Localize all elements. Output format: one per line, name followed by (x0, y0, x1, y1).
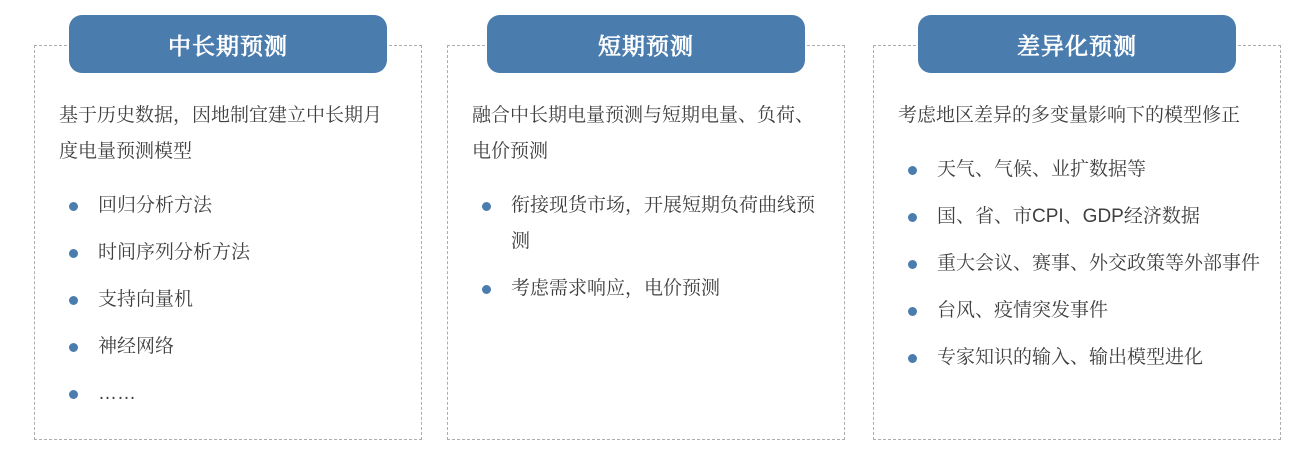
bullet-text: 支持向量机 (98, 289, 194, 310)
bullet-text: 考虑需求响应，电价预测 (511, 278, 721, 299)
bullet-dot-icon (69, 343, 78, 352)
bullet-item (472, 188, 826, 260)
bullet-text: 专家知识的输入、输出模型进化 (937, 347, 1204, 368)
bullet-list (448, 188, 844, 307)
bullet-item (59, 282, 403, 318)
bullet-item (472, 271, 826, 307)
bullet-dot-icon (482, 285, 491, 294)
card-title-badge-mid-long-term (69, 15, 387, 73)
card-intro: 融合中长期电量预测与短期电量、负荷、电价预测 (472, 105, 815, 162)
bullet-item (898, 293, 1262, 329)
card-intro: 基于历史数据，因地制宜建立中长期月度电量预测模型 (59, 105, 383, 162)
bullet-dot-icon (69, 390, 78, 399)
bullet-dot-icon (69, 249, 78, 258)
card-title: 中长期预测 (168, 32, 288, 59)
bullet-dot-icon (69, 202, 78, 211)
card-title: 短期预测 (598, 32, 694, 59)
card-short-term-forecast (447, 32, 845, 440)
card-differentiated-forecast (873, 32, 1281, 440)
bullet-item (59, 376, 403, 412)
card-title-badge-short-term (487, 15, 805, 73)
bullet-text: 重大会议、赛事、外交政策等外部事件 (937, 253, 1261, 274)
bullet-dot-icon (908, 260, 917, 269)
bullet-text: 衔接现货市场，开展短期负荷曲线预测 (511, 195, 816, 252)
bullet-item (59, 235, 403, 271)
bullet-dot-icon (908, 307, 917, 316)
bullet-dot-icon (908, 354, 917, 363)
bullet-text: …… (98, 383, 136, 404)
bullet-item (898, 340, 1262, 376)
bullet-item (898, 199, 1262, 235)
bullet-dot-icon (482, 202, 491, 211)
card-mid-long-term-forecast (34, 32, 422, 440)
bullet-item (898, 246, 1262, 282)
card-title-badge-differentiated (918, 15, 1236, 73)
bullet-list (874, 152, 1280, 376)
bullet-item (59, 329, 403, 365)
bullet-dot-icon (908, 213, 917, 222)
bullet-text: 时间序列分析方法 (98, 242, 251, 263)
bullet-text: 天气、气候、业扩数据等 (937, 159, 1147, 180)
bullet-text: 台风、疫情突发事件 (937, 300, 1109, 321)
bullet-list (35, 188, 421, 412)
bullet-text: 回归分析方法 (98, 195, 213, 216)
bullet-dot-icon (69, 296, 78, 305)
bullet-item (59, 188, 403, 224)
card-intro: 考虑地区差异的多变量影响下的模型修正 (898, 105, 1241, 126)
bullet-item (898, 152, 1262, 188)
bullet-dot-icon (908, 166, 917, 175)
card-title: 差异化预测 (1017, 32, 1137, 59)
bullet-text: 神经网络 (98, 336, 175, 357)
bullet-text: 国、省、市CPI、GDP经济数据 (937, 206, 1200, 227)
